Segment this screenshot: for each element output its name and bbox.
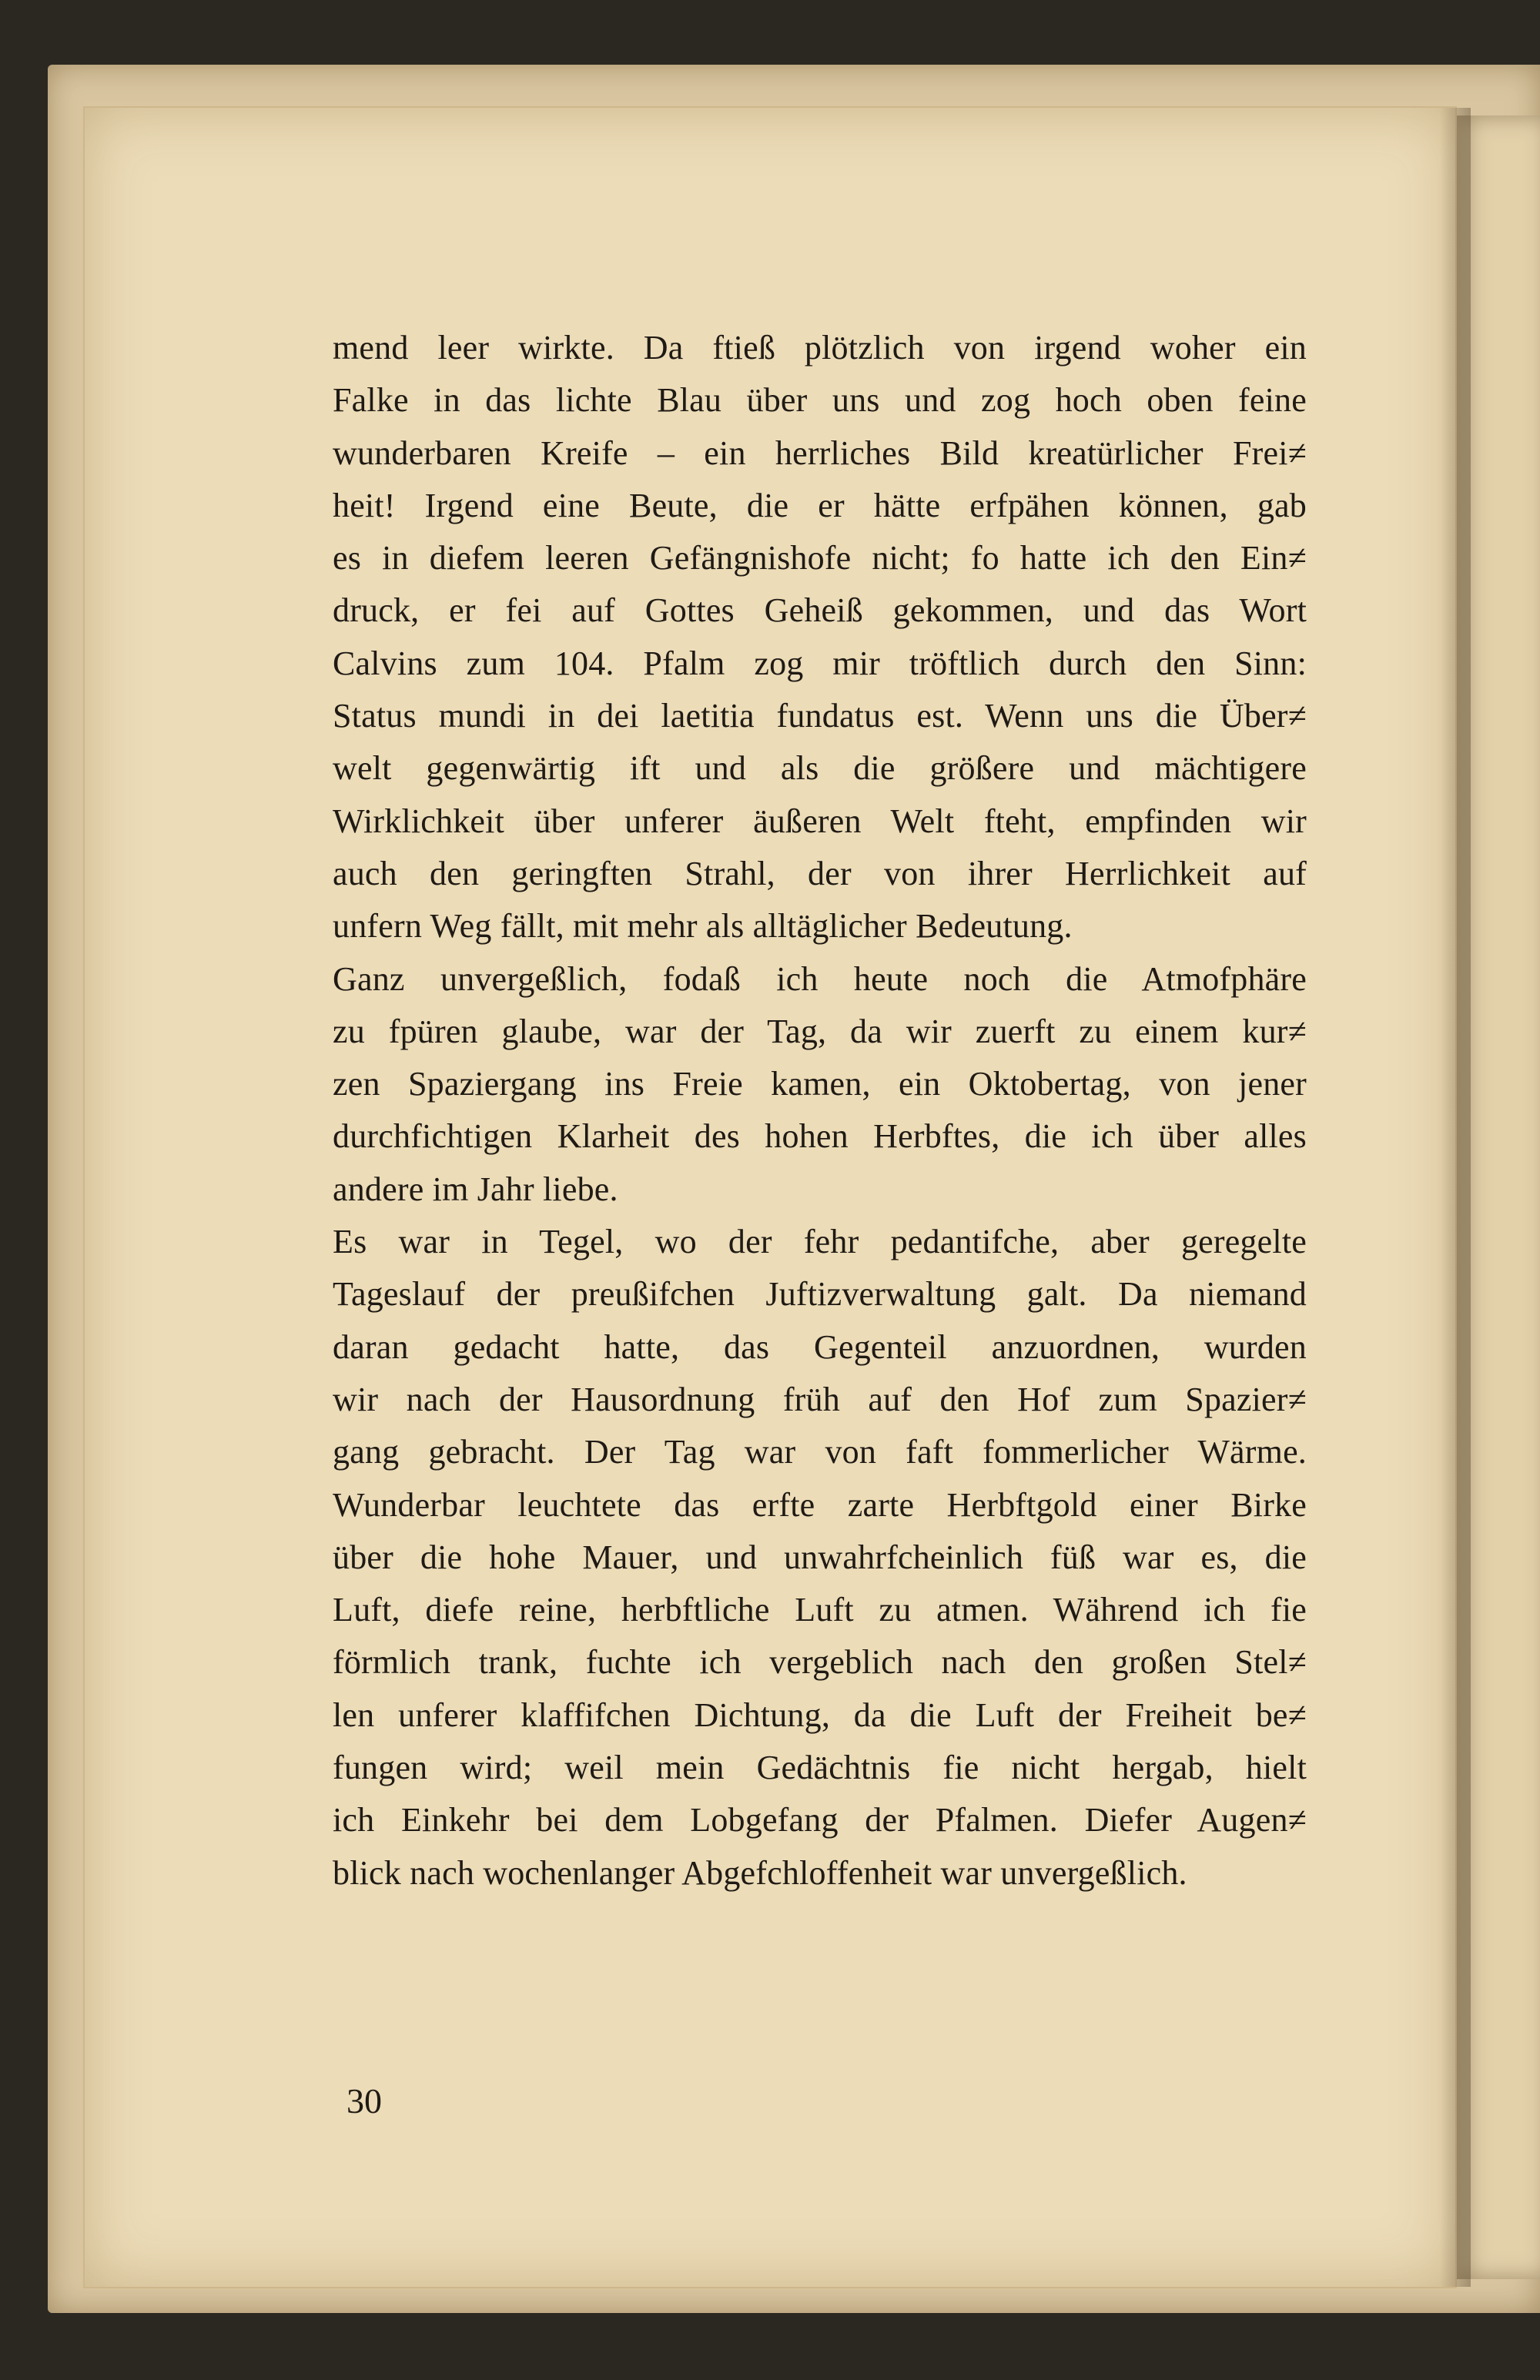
text-line: Calvins zum 104. Pfalm zog mir tröftlich durch den Sinn: <box>333 644 1307 682</box>
text-line: mend leer wirkte. Da ftieß plötzlich von irgend woher ein <box>333 329 1307 367</box>
text-line: Ganz unvergeßlich, fodaß ich heute noch die Atmofphäre <box>333 959 1307 998</box>
text-line: Es war in Tegel, wo der fehr pedantifche, aber geregelte <box>333 1223 1307 1261</box>
spine-shadow <box>1440 108 1471 2287</box>
text-line: len unferer klaffifchen Dichtung, da die Luft der Freiheit be≠ <box>333 1695 1307 1734</box>
text-line: durchfichtigen Klarheit des hohen Herbftes, die ich über alles <box>333 1117 1307 1156</box>
text-line: Luft, diefe reine, herbftliche Luft zu atmen. Während ich fie <box>333 1591 1307 1629</box>
text-line: zen Spaziergang ins Freie kamen, ein Oktobertag, von jener <box>333 1065 1307 1103</box>
text-line: Wunderbar leuchtete das erfte zarte Herbftgold einer Birke <box>333 1485 1307 1524</box>
text-line: blick nach wochenlanger Abgefchloffenheit war unvergeßlich. <box>333 1853 1187 1892</box>
text-line: Tageslauf der preußifchen Juftizverwaltung galt. Da niemand <box>333 1275 1307 1314</box>
text-line: auch den geringften Strahl, der von ihrer Herrlichkeit auf <box>333 854 1307 892</box>
text-line: zu fpüren glaube, war der Tag, da wir zuerft zu einem kur≠ <box>333 1012 1307 1050</box>
text-line: ich Einkehr bei dem Lobgefang der Pfalmen. Diefer Augen≠ <box>333 1801 1307 1839</box>
text-line: heit! Irgend eine Beute, die er hätte erfpähen können, gab <box>333 486 1307 524</box>
text-line: Wirklichkeit über unferer äußeren Welt fteht, empfinden wir <box>333 802 1307 840</box>
text-line: welt gegenwärtig ift und als die größere und mächtigere <box>333 749 1307 788</box>
text-line: Falke in das lichte Blau über uns und zog hoch oben feine <box>333 381 1307 420</box>
page-number: 30 <box>346 2081 382 2121</box>
text-line: unfern Weg fällt, mit mehr als alltäglicher Bedeutung. <box>333 907 1073 946</box>
text-line: Status mundi in dei laetitia fundatus est. Wenn uns die Über≠ <box>333 697 1307 735</box>
text-line: gang gebracht. Der Tag war von faft fommerlicher Wärme. <box>333 1433 1307 1471</box>
text-line: wir nach der Hausordnung früh auf den Hof zum Spazier≠ <box>333 1380 1307 1418</box>
text-line: über die hohe Mauer, und unwahrfcheinlich füß war es, die <box>333 1538 1307 1576</box>
text-line: andere im Jahr liebe. <box>333 1170 618 1208</box>
text-line: daran gedacht hatte, das Gegenteil anzuordnen, wurden <box>333 1327 1307 1366</box>
text-line: druck, er fei auf Gottes Geheiß gekommen, und das Wort <box>333 591 1307 630</box>
text-line: fungen wird; weil mein Gedächtnis fie nicht hergab, hielt <box>333 1749 1307 1787</box>
text-line: wunderbaren Kreife – ein herrliches Bild kreatürlicher Frei≠ <box>333 433 1307 472</box>
body-text <box>333 322 1307 1900</box>
text-line: es in diefem leeren Gefängnishofe nicht; fo hatte ich den Ein≠ <box>333 539 1307 577</box>
text-line: förmlich trank, fuchte ich vergeblich nach den großen Stel≠ <box>333 1643 1307 1682</box>
